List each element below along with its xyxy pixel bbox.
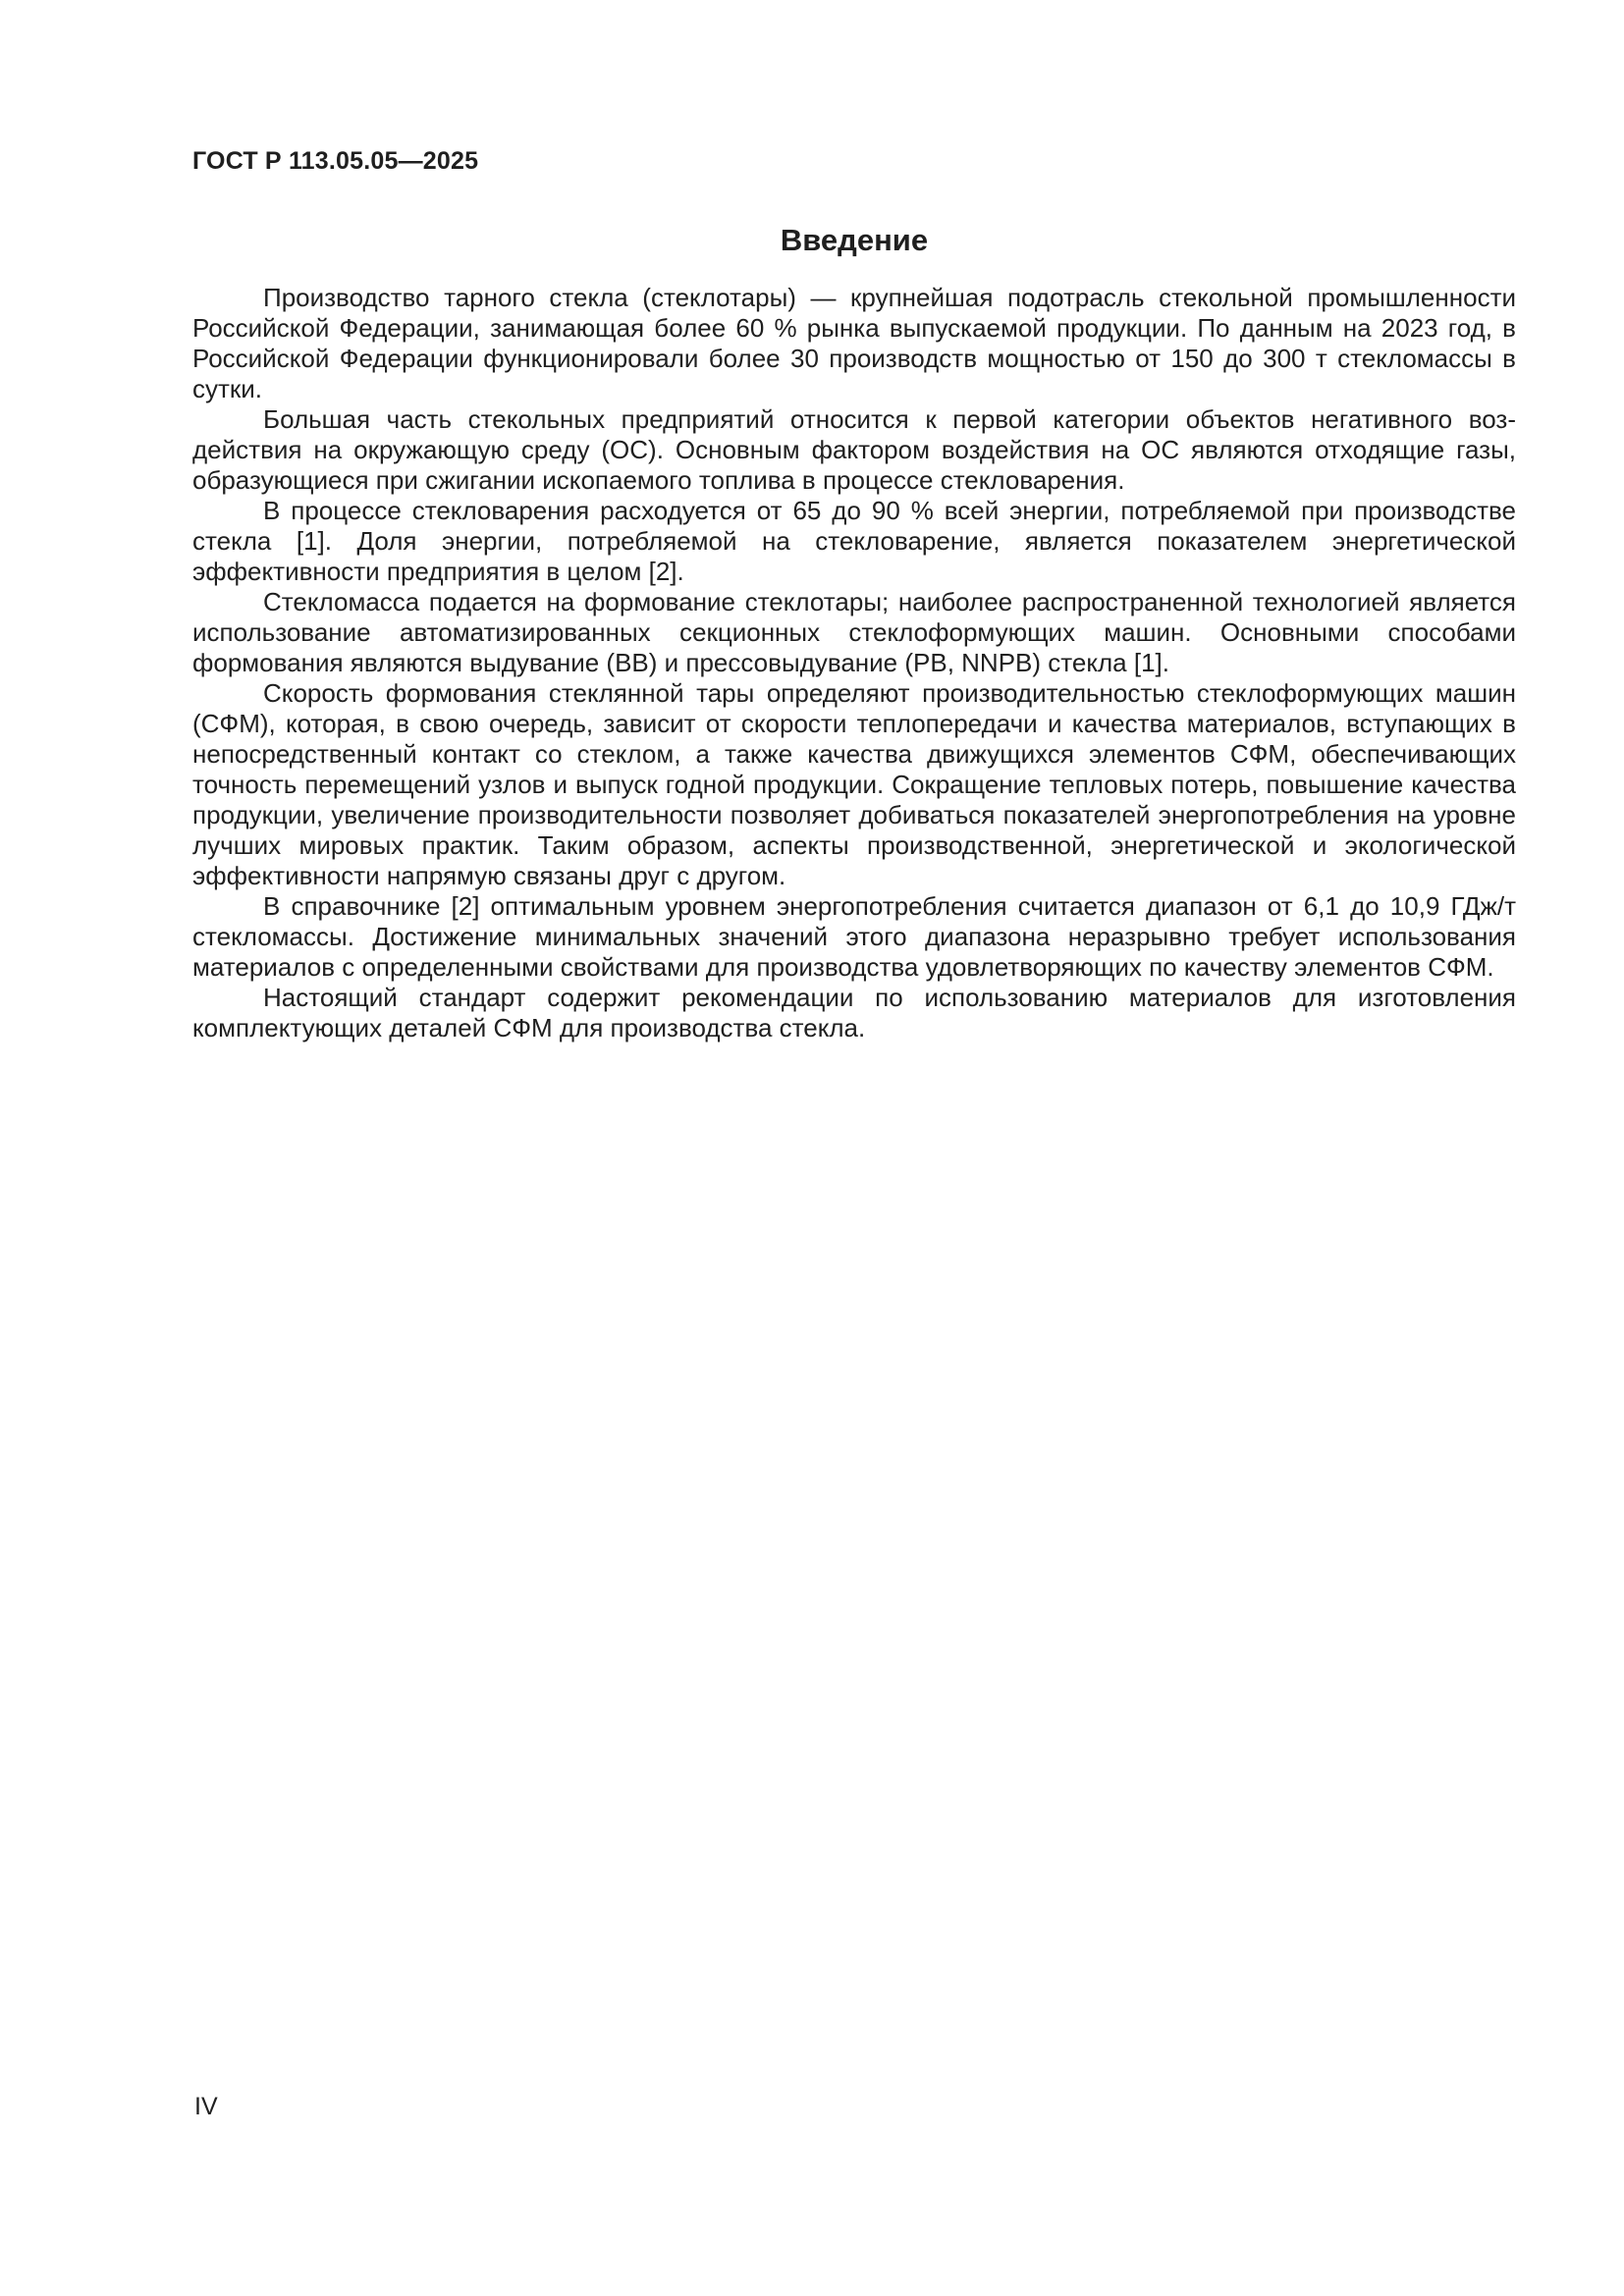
paragraph: Производство тарного стекла (стеклотары) — крупнейшая подотрасль стекольной промышленности Российской Федерации, занимающая более 60 % рынка выпускаемой продукции. По данным на 2023 год, в Российской Федерации функционировали более 30 производств мощностью от 150 до 300 т стекломассы в сутки. <box>192 283 1516 403</box>
introduction-body <box>192 283 1516 1043</box>
section-title: Введение <box>780 223 929 257</box>
paragraph: В процессе стекловарения расходуется от 65 до 90 % всей энергии, потребляемой при производстве стекла [1]. Доля энергии, потребляемой на стекловарение, является показателем энергетической эффективности предприятия в целом [2]. <box>192 496 1516 586</box>
paragraph: Стекломасса подается на формование стеклотары; наиболее распространенной технологией является использование автоматизированных секционных стеклоформующих машин. Основными способами формования являются выдувание (ВВ) и прессовыдувание (РВ, NNPB) стекла [1]. <box>192 587 1516 677</box>
paragraph: Настоящий стандарт содержит рекомендации по использованию материалов для изготовления комплектующих деталей СФМ для производства стекла. <box>192 983 1516 1042</box>
document-code: ГОСТ Р 113.05.05—2025 <box>192 147 479 175</box>
paragraph: В справочнике [2] оптимальным уровнем энергопотребления считается диапазон от 6,1 до 10,9 ГДж/т стекломассы. Достижение минимальных значений этого диапазона неразрывно требует использования материалов с определенными свойствами для производства удовлетворяющих по качеству элементов СФМ. <box>192 891 1516 982</box>
paragraph: Большая часть стекольных предприятий относится к первой категории объектов негативного воздействия на окружающую среду (ОС). Основным фактором воздействия на ОС являются отходящие газы, образующиеся при сжигании ископаемого топлива в процессе стекловарения. <box>192 404 1516 495</box>
paragraph: Скорость формования стеклянной тары определяют производительностью стеклоформующих машин (СФМ), которая, в свою очередь, зависит от скорости теплопередачи и качества материалов, вступающих в непосредственный контакт со стеклом, а также качества движущихся элементов СФМ, обеспечивающих точность перемещений узлов и выпуск годной продукции. Сокращение тепловых потерь, повышение качества продукции, увеличение производительности позволяет добиваться показателей энергопотребления на уровне лучших мировых практик. Таким образом, аспекты производственной, энергетической и экологической эффективности напрямую связаны друг с другом. <box>192 678 1516 890</box>
page-number: IV <box>194 2093 218 2120</box>
